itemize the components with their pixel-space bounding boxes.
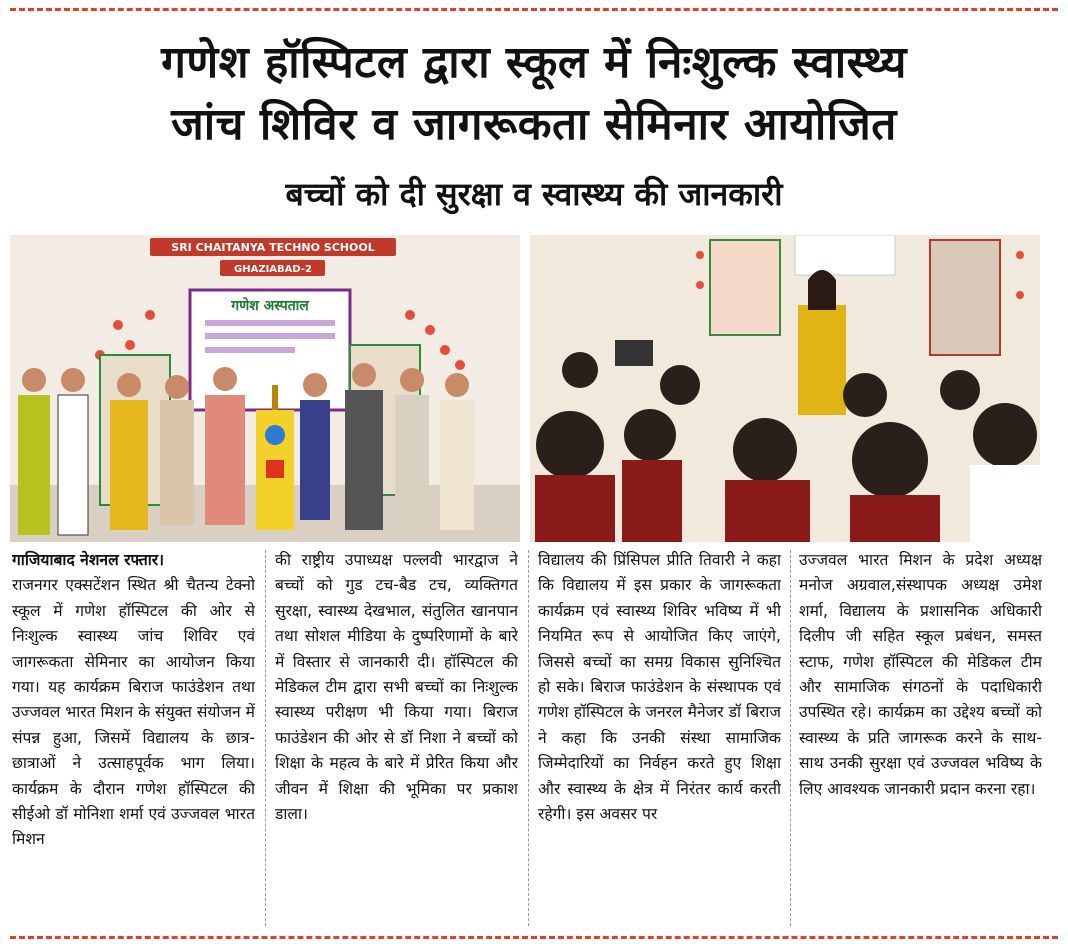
headline-line-1: गणेश हॉस्पिटल द्वारा स्कूल में निःशुल्क स्वास्थ्य (161, 37, 907, 88)
bottom-dashed-border (10, 936, 1058, 939)
column-divider (265, 550, 266, 926)
standee-hospital-name: गणेश अस्पताल (231, 298, 309, 314)
dignitaries-photo-illustration (10, 235, 520, 542)
article-column-4: उज्जवल भारत मिशन के प्रदेश अध्यक्ष मनोज अग्रवाल,संस्थापक अध्यक्ष उमेश शर्मा, विद्यालय के प्रशासनिक अधिकारी दिलीप जी सहित स्कूल प्रबंधन, समस्त स्टाफ, गणेश हॉस्पिटल की मेडिकल टीम और सामाजिक संगठनों के पदाधिकारी उपस्थित रहे। कार्यक्रम का उद्देश्य बच्चों को स्वास्थ्य के प्रति जागरूक करने के साथ-साथ उनकी सुरक्षा एवं उज्जवल भविष्य के लिए आवश्यक जानकारी प्रदान करना रहा। (799, 551, 1042, 798)
column-divider (528, 550, 529, 926)
article-column-1 (12, 548, 255, 928)
event-photo-seminar (530, 235, 1040, 542)
article-column-3: विद्यालय की प्रिंसिपल प्रीति तिवारी ने कहा कि विद्यालय में इस प्रकार के जागरूकता कार्यक्रम एवं स्वास्थ्य शिविर भविष्य में भी नियमित रूप से आयोजित किए जाएंगे, जिससे बच्चों का समग्र विकास सुनिश्चित हो सके। बिराज फाउंडेशन के संस्थापक एवं गणेश हॉस्पिटल के जनरल मैनेजर डॉ बिराज ने कहा कि उनकी संस्था सामाजिक जिम्मेदारियों का निर्वहन करते हुए शिक्षा और स्वास्थ्य के क्षेत्र में निरंतर कार्य करती रहेगी। इस अवसर पर (538, 551, 781, 824)
event-photo-dignitaries (10, 235, 520, 542)
headline-line-2: जांच शिविर व जागरूकता सेमिनार आयोजित (171, 99, 897, 150)
dateline: गाजियाबाद नेशनल रफ्तार। (12, 551, 165, 569)
article-col1-text: राजनगर एक्सटेंशन स्थित श्री चैतन्य टेक्नो स्कूल में गणेश हॉस्पिटल की ओर से निःशुल्क स्वास्थ्य जांच शिविर एवं जागरूकता सेमिनार का आयोजन किया गया। यह कार्यक्रम बिराज फाउंडेशन तथा उज्जवल भारत मिशन के संयुक्त संयोजन में संपन्न हुआ, जिसमें विद्यालय के छात्र-छात्राओं ने उत्साहपूर्वक भाग लिया। कार्यक्रम के दौरान गणेश हॉस्पिटल की सीईओ डॉ मोनिशा शर्मा एवं उज्जवल भारत मिशन (12, 576, 255, 849)
seminar-photo-illustration (530, 235, 1040, 542)
article-column-2: की राष्ट्रीय उपाध्यक्ष पल्लवी भारद्वाज ने बच्चों को गुड टच-बैड टच, व्यक्तिगत सुरक्षा, स्वास्थ्य देखभाल, संतुलित खानपान तथा सोशल मीडिया के दुष्परिणामों के बारे में विस्तार से जानकारी दी। हॉस्पिटल की मेडिकल टीम द्वारा सभी बच्चों का निःशुल्क स्वास्थ्य परीक्षण भी किया गया। बिराज फाउंडेशन की ओर से डॉ निशा ने बच्चों को शिक्षा के महत्व के बारे में प्रेरित किया और जीवन में शिक्षा की भूमिका पर प्रकाश डाला। (275, 551, 518, 824)
school-banner-text: SRI CHAITANYA TECHNO SCHOOL (171, 241, 375, 254)
top-dashed-border (10, 8, 1058, 11)
subheading: बच्चों को दी सुरक्षा व स्वास्थ्य की जानकारी (285, 175, 783, 213)
school-banner-subtext: GHAZIABAD-2 (234, 264, 312, 275)
column-divider (790, 550, 791, 926)
